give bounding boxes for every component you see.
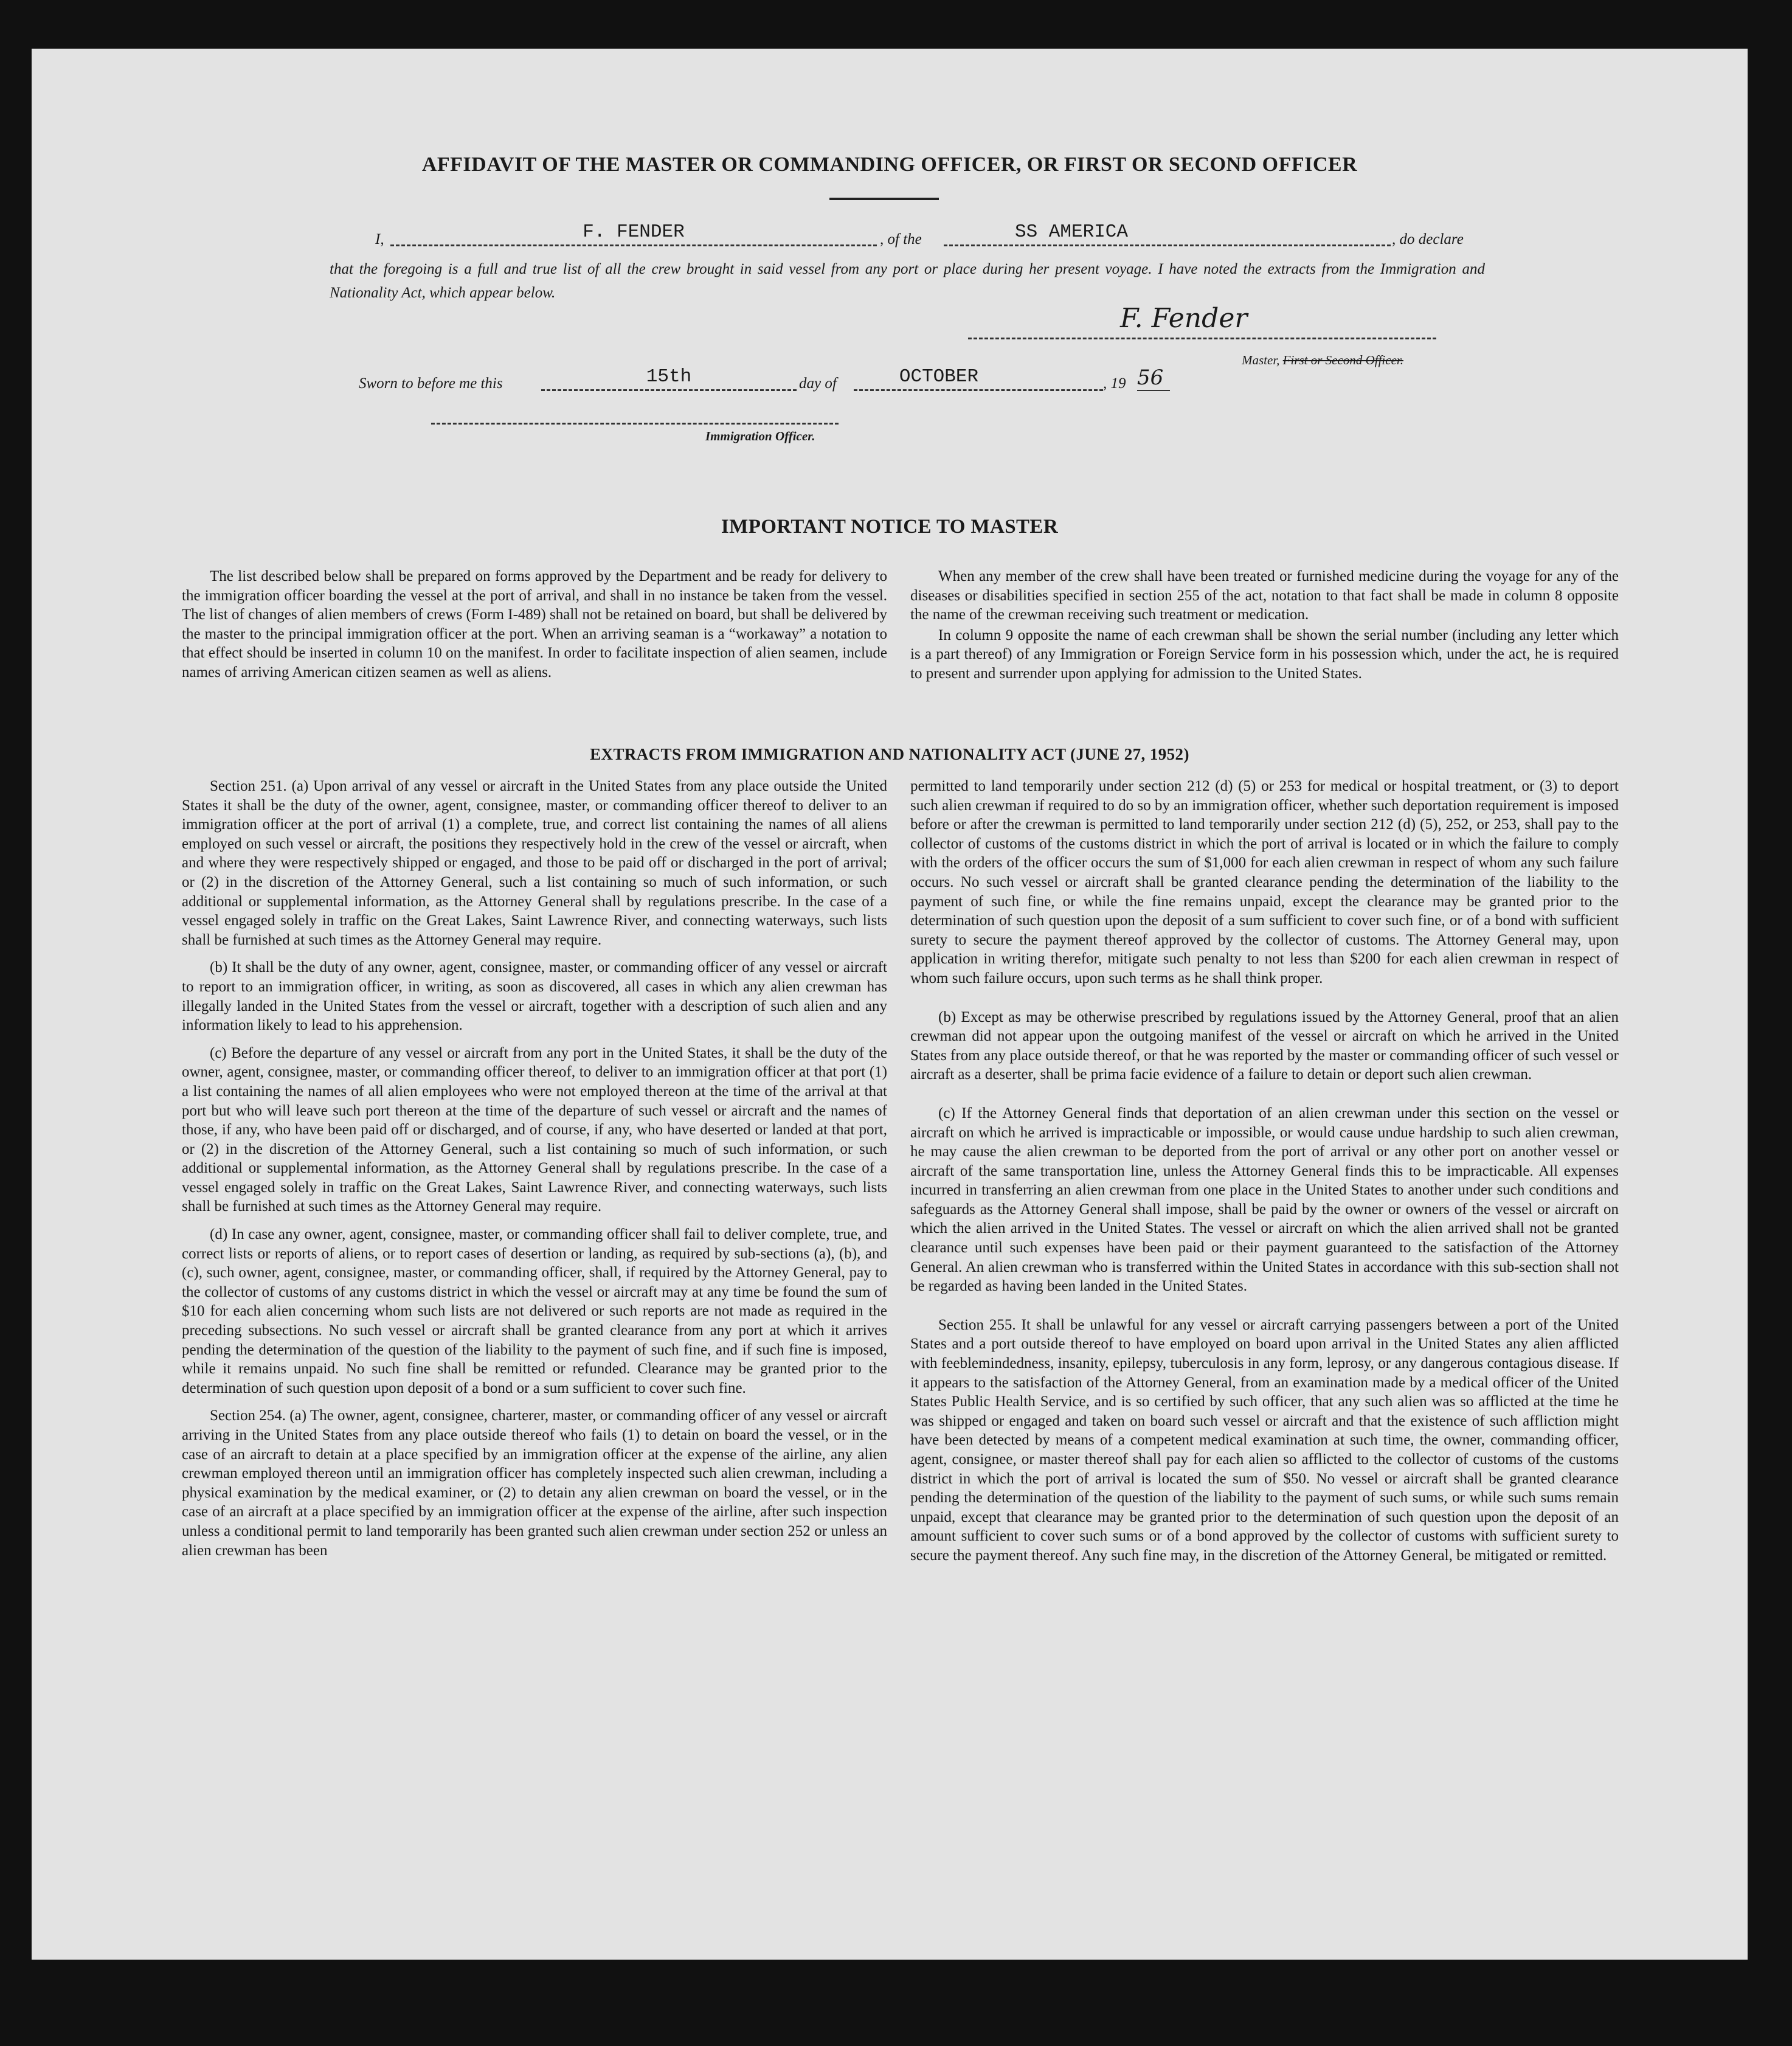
master-signature: F. Fender [1120,303,1248,334]
vessel-line [944,221,1391,246]
section-255: Section 255. It shall be unlawful for any vessel or aircraft carrying passengers between a port of the United States and a port outside thereof to have employed on board upon arrival in the United States any alien afflicted with feeblemindedness, insanity, epilepsy, tuberculosis in any form, leprosy, or any dangerous contagious disease. If it appears to the satisfaction of the Attorney General, from an examination made by a medical officer of the United States Public Health Service, and is so certified by such officer, that any such alien was so afflicted at the time he was shipped or engaged and taken on board such vessel or aircraft and that the existence of such affliction might have been detected by means of a competent medical examination at such time, the owner, commanding officer, agent, consignee, or master thereof shall pay for each alien so afflicted to the collector of customs of the customs district in which the port of arrival is located the sum of $50. No vessel or aircraft shall be granted clearance pending the determination of the question of the liability to the payment of such sums, or while such sums remain unpaid, except that clearance may be granted prior to the determination of such question upon the deposit of an amount sufficient to cover such sums or of a bond approved by the collector of customs with sufficient surety to secure the payment thereof. Any such fine may, in the discretion of the Attorney General, be mitigated or remitted. [910,1316,1619,1564]
section-254a: Section 254. (a) The owner, agent, consignee, charterer, master, or commanding officer of any vessel or aircraft arriving in the United States from any place outside thereof who fails (1) to detain on board the vessel, or in the case of an aircraft to detain at a place specified by an immigration officer at the expense of the airline, any alien crewman employed thereon until an immigration officer has completely inspected such alien crewman, including a physical examination by the medical examiner, or (2) to detain any alien crewman on board the vessel, or in the case of an aircraft at a place specified by an immigration officer at the expense of the airline, after such inspection unless a conditional permit to land temporarily has been granted such alien crewman under section 252 or unless an alien crewman has been [182,1407,887,1559]
sworn-label: Sworn to before me this [359,375,503,392]
year-prefix: , 19 [1103,375,1126,392]
day-value: 15th [646,366,692,387]
immigration-officer-label: Immigration Officer. [705,429,815,443]
notice-right-column [910,567,1619,692]
extracts-left-column [182,777,887,1569]
i-label: I, [375,231,384,248]
section-251c: (c) Before the departure of any vessel or aircraft from any port in the United States, it shall be the duty of the owner, agent, consignee, master, or commanding officer thereof, to deliver to an immigration officer at that port (1) a list containing the names of all alien employees who were not employed thereon at the time of the arrival at that port but who will leave such port thereon at the time of the departure of such vessel or aircraft and the names of those, if any, who have been paid off or discharged, and of course, if any, who have deserted or landed at that port, or (2) in the discretion of the Attorney General, such a list containing so much of such information, or such additional or supplemental information, as the Attorney General shall by regulations prescribe. In the case of a vessel engaged solely in traffic on the Great Lakes, Saint Lawrence River, and connecting waterways, such lists shall be furnished at such times as the Attorney General may require. [182,1044,887,1215]
month-line [854,366,1103,391]
day-line [541,366,797,391]
officer-signature-line [431,417,839,425]
title-rule [829,198,939,200]
do-declare-label: , do declare [1392,231,1464,248]
section-254c: (c) If the Attorney General finds that deportation of an alien crewman under this section on the vessel or aircraft on which he arrived is impracticable or impossible, or would cause undue hardship to such alien crewman, he may cause the alien crewman to be deported from the port of arrival or any other port on another vessel or aircraft of the same transportation line, unless the Attorney General finds this to be impracticable. All expenses incurred in transferring an alien crewman from one place in the United States to another under such conditions and safeguards as the Attorney General shall impose, shall be paid by the owner or owners of the vessel or aircraft on which the alien arrived in the United States. The vessel or aircraft on which the alien arrived shall not be granted clearance until such expenses have been paid or their payment guaranteed to the satisfaction of the Attorney General. An alien crewman who is transferred within the United States in accordance with this sub-section shall not be regarded as having been landed in the United States. [910,1104,1619,1295]
struck-officer-label: First or Second Officer. [1282,353,1403,367]
notice-title: IMPORTANT NOTICE TO MASTER [721,516,1059,538]
notice-right-paragraph-1: When any member of the crew shall have been treated or furnished medicine during the voyage for any of the diseases or disabilities specified in section 255 of the act, notation to that fact shall be made in column 8 opposite the name of the crewman receiving such treatment or medication. [910,568,1619,623]
section-251d: (d) In case any owner, agent, consignee, master, or commanding officer shall fail to deliver complete, true, and correct lists or reports of aliens, or to report cases of desertion or landing, as required by sub-sections (a), (b), and (c), such owner, agent, consignee, master, or commanding officer, shall, if required by the Attorney General, pay to the collector of customs of any customs district in which the vessel or aircraft may at any time be found the sum of $10 for each alien concerning whom such lists are not delivered or such reports are not made as required in the preceding subsections. No such vessel or aircraft shall be granted clearance from any port at which it arrives pending the determination of the question of the liability to the payment of such fine, and if such fine is imposed, while it remains unpaid. No such fine shall be remitted or refunded. Clearance may be granted prior to the determination of such question upon deposit of a bond or a sum sufficient to cover such fine. [182,1226,887,1396]
notice-left-paragraph: The list described below shall be prepared on forms approved by the Department and be ready for delivery to the immigration officer boarding the vessel at the port of arrival, and shall in no instance be taken from the vessel. The list of changes of alien members of crews (Form I-489) shall not be retained on board, but shall be delivered by the master to the principal immigration officer at the port. When an arriving seaman is a “workaway” a notation to that effect should be inserted in column 10 on the manifest. In order to facilitate inspection of alien seamen, include names of arriving American citizen seamen as well as aliens. [182,568,887,681]
section-254a-continued: permitted to land temporarily under section 212 (d) (5) or 253 for medical or hospital treatment, or (3) to deport such alien crewman if required to do so by an immigration officer, whether such deportation requirement is imposed before or after the crewman is permitted to land temporarily under section 212 (d) (5), 252, or 253, shall pay to the collector of customs of the customs district in which the port of arrival is located or in which the failure to comply with the orders of the officer occurs the sum of $1,000 for each alien crewman in respect of whom any such failure occurs. No such vessel or aircraft shall be granted clearance pending the determination of the liability to the payment of such fine, or while the fine remains unpaid, except the clearance may be granted prior to the determination of such question upon the deposit of a sum sufficient to cover such fine, or of a bond with sufficient surety to secure the payment thereof approved by the collector of customs. The Attorney General may, upon application in writing therefor, mitigate such penalty to not less than $200 for each alien crewman in respect of whom such failure occurs, upon such terms as he shall think proper. [910,778,1619,987]
notice-left-column [182,567,887,691]
year-value: 56 [1137,366,1170,391]
declaration-statement: that the foregoing is a full and true list of all the crew brought in said vessel from any port or place during her present voyage. I have noted the extracts from the Immigration and Nationality Act, which appear below. [330,261,1485,301]
affidavit-title: AFFIDAVIT OF THE MASTER OR COMMANDING OFFICER, OR FIRST OR SECOND OFFICER [421,153,1358,176]
section-251b: (b) It shall be the duty of any owner, agent, consignee, master, or commanding officer of any vessel or aircraft to report to an immigration officer, in writing, as soon as discovered, all cases in which any alien crewman has illegally landed in the United States from the vessel or aircraft, together with a description of such alien and any information likely to lead to his apprehension. [182,959,887,1034]
vessel-name: SS AMERICA [1014,221,1129,243]
month-value: OCTOBER [899,366,979,387]
section-254b: (b) Except as may be otherwise prescribed by regulations issued by the Attorney General, proof that an alien crewman did not appear upon the outgoing manifest of the vessel or aircraft on which he arrived in the United States from any place outside thereof, or that he was reported by the master or commanding officer of such vessel or aircraft as a deserter, shall be prima facie evidence of a failure to detain or deport such alien crewman. [910,1008,1619,1083]
master-label: Master, [1242,353,1280,367]
of-the-label: , of the [880,231,922,248]
master-name: F. FENDER [583,221,685,243]
extracts-right-column [910,777,1619,1574]
master-title-label [1242,353,1403,368]
document-page [32,49,1748,1960]
section-251a: Section 251. (a) Upon arrival of any vessel or aircraft in the United States from any place outside the United States it shall be the duty of the owner, agent, consignee, master, or commanding officer thereof to deliver to an immigration officer at the port of arrival (1) a complete, true, and correct list containing the names of all aliens employed on such vessel or aircraft, the positions they respectively hold in the crew of the vessel or aircraft, when and where they were respectively shipped or engaged, and those to be paid off or discharged in the port of arrival; or (2) in the discretion of the Attorney General, such a list containing so much of such information, or such additional or supplemental information, as the Attorney General shall by regulations prescribe. In the case of a vessel engaged solely in traffic on the Great Lakes, Saint Lawrence River, and connecting waterways, such lists shall be furnished at such times as the Attorney General may require. [182,778,887,948]
extracts-title: EXTRACTS FROM IMMIGRATION AND NATIONALITY ACT (JUNE 27, 1952) [590,745,1189,763]
day-of-label: day of [799,375,837,392]
name-line [390,221,877,246]
notice-right-paragraph-2: In column 9 opposite the name of each crewman shall be shown the serial number (including any letter which is a part thereof) of any Immigration or Foreign Service form in his possession which, under the act, he is required to present and surrender upon applying for admission to the United States. [910,626,1619,682]
